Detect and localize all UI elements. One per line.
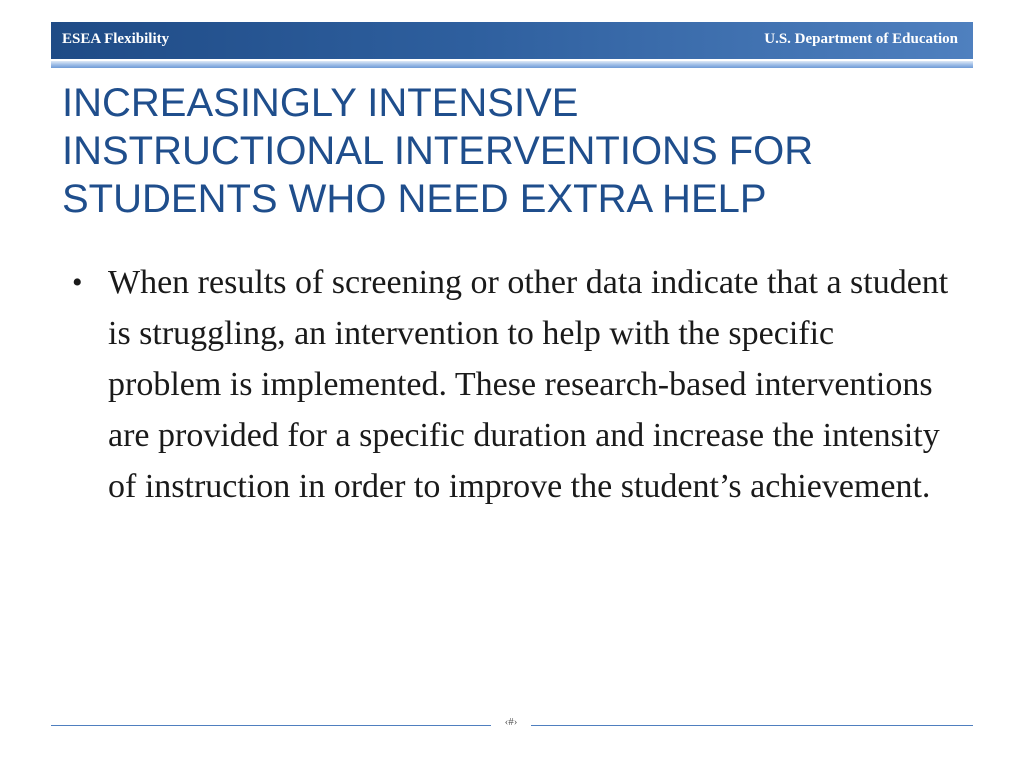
- footer-divider-left: [51, 725, 491, 726]
- department-name: U.S. Department of Education: [764, 31, 958, 47]
- bullet-list: [72, 257, 952, 512]
- program-name: ESEA Flexibility: [62, 31, 170, 47]
- page-number: ‹#›: [504, 716, 518, 728]
- bullet-item: [72, 257, 952, 512]
- header-bar: [51, 22, 973, 59]
- footer-divider-right: [531, 725, 973, 726]
- slide-title: INCREASINGLY INTENSIVE INSTRUCTIONAL INTERVENTIONS FOR STUDENTS WHO NEED EXTRA HELP: [62, 81, 814, 221]
- bullet-text: When results of screening or other data indicate that a student is struggling, an intervention to help with the specific problem is implemented. These research-based interventions are provided for a specific duration and increase the intensity of instruction in order to improve the student’s achievement.: [108, 264, 949, 505]
- header-divider: [51, 61, 973, 68]
- bullet-marker: •: [72, 266, 83, 299]
